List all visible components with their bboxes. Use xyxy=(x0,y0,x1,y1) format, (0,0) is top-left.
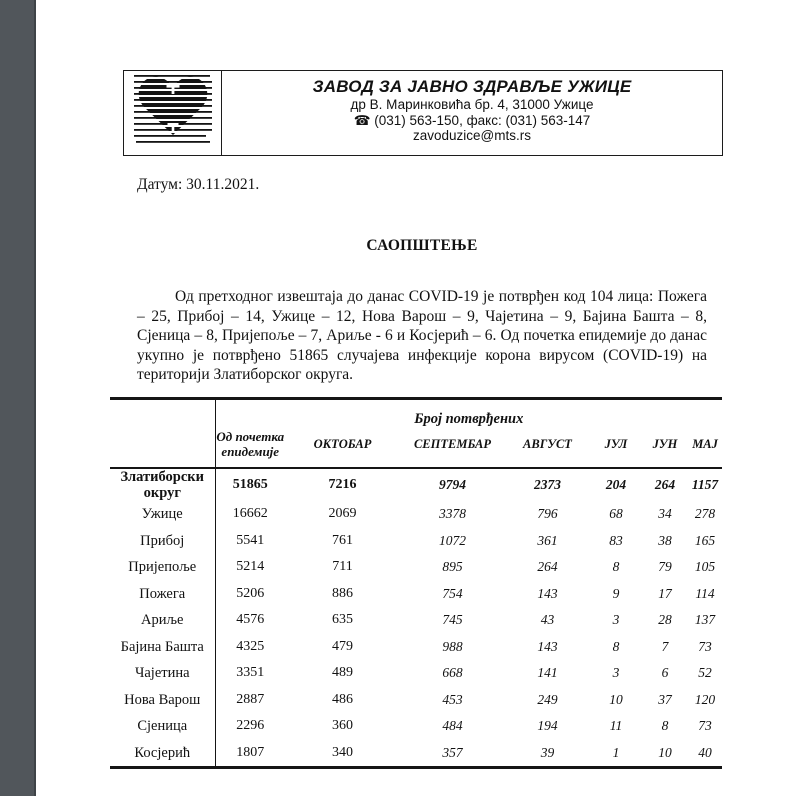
table-cell: 6 xyxy=(661,665,669,681)
table-body xyxy=(110,468,722,768)
table-row xyxy=(110,660,722,687)
table-cell: 7216 xyxy=(328,477,357,492)
table-row xyxy=(110,687,722,714)
row-label: Ужице xyxy=(110,501,215,528)
table-cell: 484 xyxy=(442,718,463,734)
row-label: Чајетина xyxy=(110,660,215,687)
table-cell: 2296 xyxy=(236,718,265,734)
org-address: др В. Маринковића бр. 4, 31000 Ужице xyxy=(350,97,594,112)
table-cell: 68 xyxy=(609,506,623,522)
logo-cell xyxy=(124,71,222,155)
table-row xyxy=(110,740,722,768)
table-cell: 143 xyxy=(537,585,558,601)
institute-logo-icon xyxy=(132,73,214,149)
letterhead xyxy=(123,70,723,156)
table-cell: 1157 xyxy=(691,477,719,492)
table-cell: 3378 xyxy=(439,506,466,522)
document-title: САОПШТЕЊЕ xyxy=(366,237,478,254)
table-row xyxy=(110,528,722,555)
table-row xyxy=(110,581,722,608)
table-cell: 357 xyxy=(442,744,463,760)
org-name: ЗАВОД ЗА ЈАВНО ЗДРАВЉЕ УЖИЦЕ xyxy=(312,77,632,96)
date-line: Датум: 30.11.2021. xyxy=(137,176,260,193)
table-row xyxy=(110,468,722,501)
table-cell: 9 xyxy=(612,585,620,601)
table-cell: 10 xyxy=(609,691,623,707)
table-cell: 278 xyxy=(694,506,716,522)
cases-table-wrap xyxy=(110,397,722,769)
table-cell: 37 xyxy=(658,691,672,707)
table-cell: 73 xyxy=(698,718,712,734)
table-cell: 3 xyxy=(612,665,620,681)
table-cell: 2887 xyxy=(236,691,265,707)
table-cell: 141 xyxy=(537,665,558,681)
table-cell: 360 xyxy=(332,718,353,734)
table-cell: 17 xyxy=(658,585,672,601)
table-cell: 2069 xyxy=(328,506,357,522)
table-cell: 453 xyxy=(442,691,463,707)
table-cell: 711 xyxy=(332,559,353,575)
table-cell: 361 xyxy=(537,532,558,548)
table-cell: 249 xyxy=(537,691,558,707)
table-cell: 38 xyxy=(658,532,672,548)
table-cell: 3 xyxy=(612,612,620,628)
table-cell: 39 xyxy=(540,744,555,760)
table-cell: 479 xyxy=(332,638,353,654)
table-cell: 105 xyxy=(694,559,716,575)
table-cell: 52 xyxy=(698,665,712,681)
column-header: АВГУСТ xyxy=(523,437,572,451)
table-cell: 3351 xyxy=(236,665,265,681)
row-label: Прибој xyxy=(110,528,215,555)
table-cell: 83 xyxy=(609,532,623,548)
table-cell: 34 xyxy=(658,506,672,522)
table-cell: 4325 xyxy=(236,638,265,654)
table-cell: 8 xyxy=(612,559,620,575)
table-cell: 5214 xyxy=(236,559,265,575)
row-label: Бајина Башта xyxy=(110,634,215,661)
column-header: ЈУЛ xyxy=(604,437,628,451)
table-cell: 5541 xyxy=(236,532,265,548)
table-cell: 165 xyxy=(694,532,716,548)
table-cell: 761 xyxy=(332,532,353,548)
table-cell: 796 xyxy=(537,506,558,522)
table-cell: 1807 xyxy=(236,744,265,760)
row-label: Ариље xyxy=(110,607,215,634)
table-cell: 1 xyxy=(612,744,620,760)
table-cell: 137 xyxy=(694,612,716,628)
row-label: Нова Варош xyxy=(110,687,215,714)
body-paragraph: Од претходног извештаја до данас COVID-19 је потврђен код 104 лица: Пожега – 25, Прибој – 14, Ужице – 12, Нова Варош – 9, Чајетина – 9, Бајина Башта – 8, Сјеница – 8, Пријепоље – 7, Ариље - 6 и Косјерић – 6. Од почетка епидемије до данас укупно је потврђено 51865 случајева инфекције корона вирусом (COVID-19) на територији Златиборског округа. xyxy=(137,288,707,383)
table-cell: 895 xyxy=(442,559,463,575)
org-email: zavoduzice@mts.rs xyxy=(413,128,531,143)
table-cell: 10 xyxy=(658,744,672,760)
column-header: СЕПТЕМБАР xyxy=(413,437,492,451)
row-label: Косјерић xyxy=(110,740,215,768)
table-row xyxy=(110,713,722,740)
table-cell: 120 xyxy=(694,691,716,707)
table-cell: 486 xyxy=(332,691,353,707)
table-row xyxy=(110,554,722,581)
table-row xyxy=(110,501,722,528)
table-cell: 40 xyxy=(698,744,712,760)
viewer-sidebar xyxy=(0,0,36,796)
column-header: Од почетка епидемије xyxy=(216,429,285,459)
table-cell: 9794 xyxy=(439,477,466,492)
table-cell: 754 xyxy=(442,585,463,601)
row-label: Пожега xyxy=(110,581,215,608)
org-phone-fax: ☎ (031) 563-150, факс: (031) 563-147 xyxy=(353,112,591,128)
table-cell: 264 xyxy=(654,477,676,492)
table-cell: 264 xyxy=(537,559,558,575)
table-cell: 745 xyxy=(442,612,463,628)
column-header: МАЈ xyxy=(692,437,718,451)
table-cell: 8 xyxy=(661,718,669,734)
table-cell: 73 xyxy=(698,638,712,654)
table-row xyxy=(110,607,722,634)
table-cell: 2373 xyxy=(534,477,561,492)
table-cell: 668 xyxy=(442,665,463,681)
table-cell: 635 xyxy=(332,612,353,628)
table-cell: 11 xyxy=(609,718,623,734)
table-cell: 988 xyxy=(442,638,463,654)
table-cell: 4576 xyxy=(236,612,265,628)
row-label: Златиборски округ xyxy=(110,468,215,501)
table-cell: 194 xyxy=(537,718,558,734)
row-label: Пријепоље xyxy=(110,554,215,581)
table-cell: 8 xyxy=(612,638,620,654)
table-cell: 489 xyxy=(332,665,353,681)
table-cell: 340 xyxy=(332,744,353,760)
corner-cell xyxy=(110,399,215,469)
table-header xyxy=(110,399,722,469)
span-header: Број потврђених xyxy=(414,411,524,427)
table-cell: 16662 xyxy=(232,506,268,522)
table-cell: 204 xyxy=(605,477,627,492)
table-cell: 79 xyxy=(658,559,672,575)
confirmed-cases-table xyxy=(110,397,722,769)
column-header: ЈУН xyxy=(652,437,678,451)
table-cell: 886 xyxy=(332,585,353,601)
table-cell: 51865 xyxy=(232,477,268,492)
table-cell: 114 xyxy=(695,585,715,601)
table-row xyxy=(110,634,722,661)
letterhead-text xyxy=(222,71,722,155)
table-cell: 43 xyxy=(540,612,555,628)
row-label: Сјеница xyxy=(110,713,215,740)
table-cell: 7 xyxy=(661,638,669,654)
table-cell: 5206 xyxy=(236,585,265,601)
table-cell: 28 xyxy=(658,612,672,628)
table-cell: 1072 xyxy=(439,532,466,548)
column-header: ОКТОБАР xyxy=(313,437,372,451)
table-cell: 143 xyxy=(537,638,558,654)
